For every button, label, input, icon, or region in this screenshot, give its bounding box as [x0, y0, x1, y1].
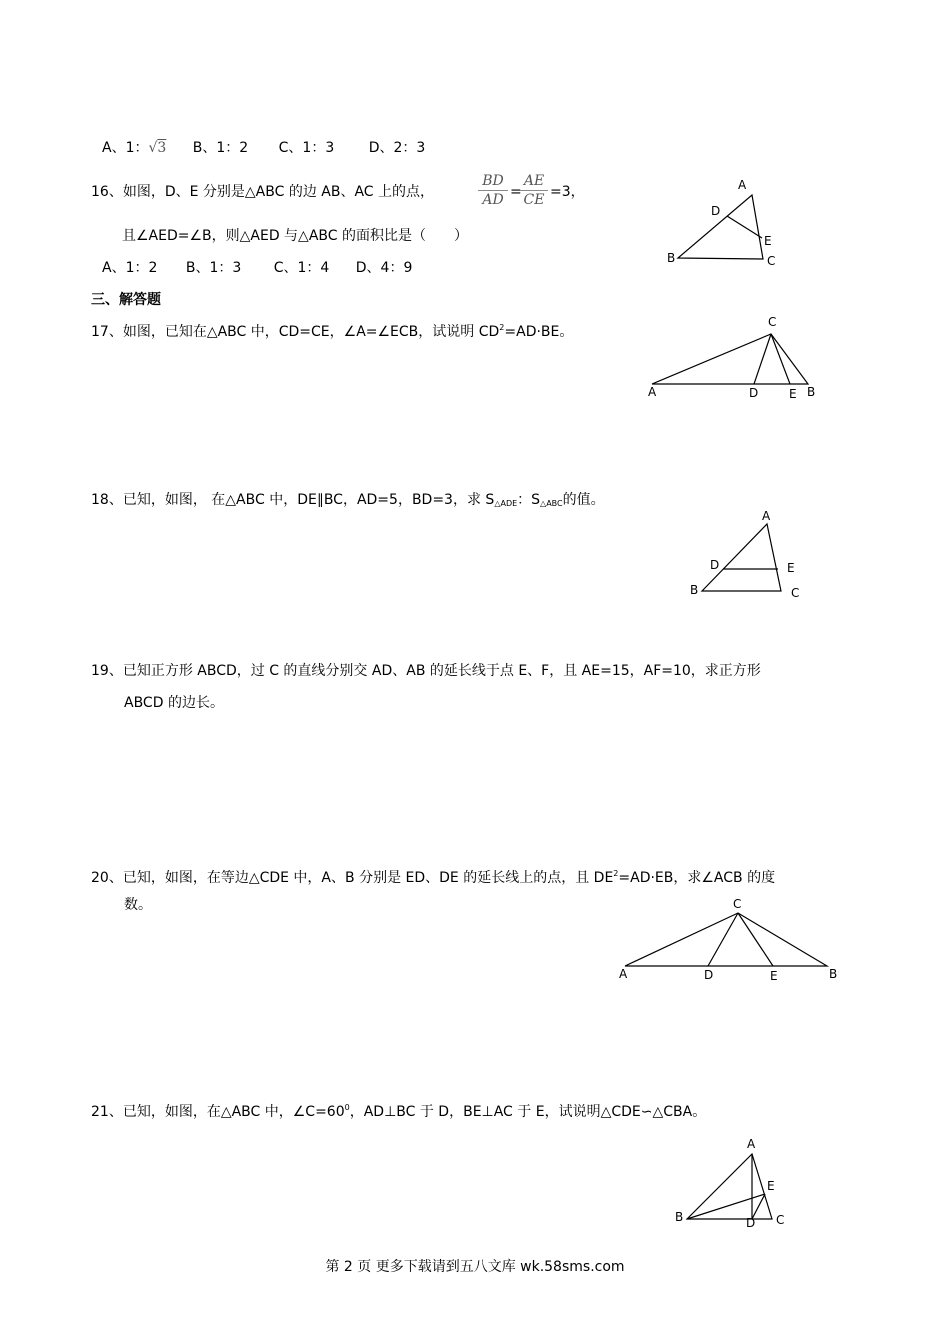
q21-label-a: A	[747, 1137, 756, 1151]
q18-label-b: B	[690, 583, 699, 597]
q16-line1-suffix: =3，	[550, 184, 585, 200]
q21-triangle-abc	[687, 1154, 772, 1219]
section-title: 三、解答题	[91, 292, 161, 308]
q16-figure	[660, 175, 780, 270]
q17-text: 17、如图，已知在△ABC 中，CD=CE，∠A=∠ECB，试说明 $CD^2=AD\cdot BE$。	[91, 323, 574, 340]
q16-label-a: A	[738, 178, 747, 192]
q16-triangle-abc	[678, 195, 763, 259]
q16-fraction-ae-ce: $\frac{AE}{CE}$	[520, 172, 548, 209]
q20-label-b: B	[829, 967, 838, 981]
q18-label-e: E	[787, 561, 795, 575]
q16-line2: 且∠AED=∠B，则△AED 与△ABC 的面积比是（ ）	[122, 228, 468, 244]
sqrt-symbol: √3	[148, 140, 167, 156]
q16-option-c: C、1：4	[273, 260, 330, 276]
q20-figure	[615, 895, 850, 990]
q18-label-d: D	[710, 558, 720, 572]
q18-label-c: C	[791, 586, 800, 600]
q17-label-c: C	[768, 315, 777, 329]
q17-triangle-abc	[652, 334, 808, 384]
q21-text: 21、已知，如图，在△ABC 中，$\angle C=60^0$，AD⊥BC 于 D，BE⊥AC 于 E，试说明△CDE∽△CBA。	[91, 1103, 707, 1120]
q16-label-e: E	[764, 234, 772, 248]
q18-text: 18、已知，如图， 在△ABC 中，DE∥BC，AD=5，BD=3，求 $S_{\triangle ADE}$：$S_{\triangle ABC}$的值。	[91, 492, 605, 508]
q17-label-b: B	[807, 385, 816, 399]
q17-figure	[640, 312, 830, 402]
q21-label-b: B	[675, 1210, 684, 1224]
q21-label-c: C	[776, 1213, 785, 1227]
q16-equals: =	[510, 184, 522, 200]
q20-line2: 数。	[124, 897, 152, 913]
q15-option-a: A、1：√3	[102, 140, 167, 156]
q15-option-d: D、2：3	[368, 140, 426, 156]
q20-segment-ce	[738, 913, 773, 966]
q21-figure	[670, 1130, 790, 1230]
q18-figure	[685, 508, 805, 603]
q17-label-a: A	[648, 385, 657, 399]
q16-label-c: C	[767, 254, 776, 268]
q16-options	[102, 258, 412, 278]
q19-line1: 19、已知正方形 ABCD，过 C 的直线分别交 AD、AB 的延长线于点 E、F，且 AE=15，AF=10，求正方形	[91, 663, 761, 679]
q20-triangle-acb	[625, 913, 827, 966]
q20-label-a: A	[619, 967, 628, 981]
q20-label-e: E	[770, 969, 778, 983]
q21-label-d: D	[746, 1216, 756, 1230]
q15-option-b: B、1：2	[192, 140, 249, 156]
q16-label-b: B	[667, 251, 676, 265]
q17-segment-ce	[771, 334, 790, 384]
q18-label-a: A	[762, 509, 771, 523]
q16-option-d: D、4：9	[355, 260, 413, 276]
q15-options	[102, 138, 425, 158]
q16-fraction-bd-ad: $\frac{BD}{AD}$	[478, 172, 508, 209]
q15-option-c: C、1：3	[278, 140, 335, 156]
q20-segment-cd	[708, 913, 738, 966]
q16-label-d: D	[711, 204, 721, 218]
q20-label-d: D	[704, 968, 714, 982]
page-footer: 第 2 页 更多下载请到五八文库 wk.58sms.com	[325, 1259, 625, 1275]
q17-segment-cd	[754, 334, 771, 384]
q16-option-b: B、1：3	[185, 260, 242, 276]
q21-label-e: E	[767, 1179, 775, 1193]
q20-line1: 20、已知，如图，在等边△CDE 中，A、B 分别是 ED、DE 的延长线上的点，且 $DE^2=AD\cdot EB$，求∠ACB 的度	[91, 869, 776, 886]
q16-option-a: A、1：2	[102, 260, 158, 276]
q17-label-d: D	[749, 386, 759, 400]
q19-line2: ABCD 的边长。	[124, 695, 224, 711]
q17-label-e: E	[789, 387, 797, 401]
q20-label-c: C	[733, 897, 742, 911]
q16-line1-prefix: 16、如图，D、E 分别是△ABC 的边 AB、AC 上的点，	[91, 184, 435, 200]
